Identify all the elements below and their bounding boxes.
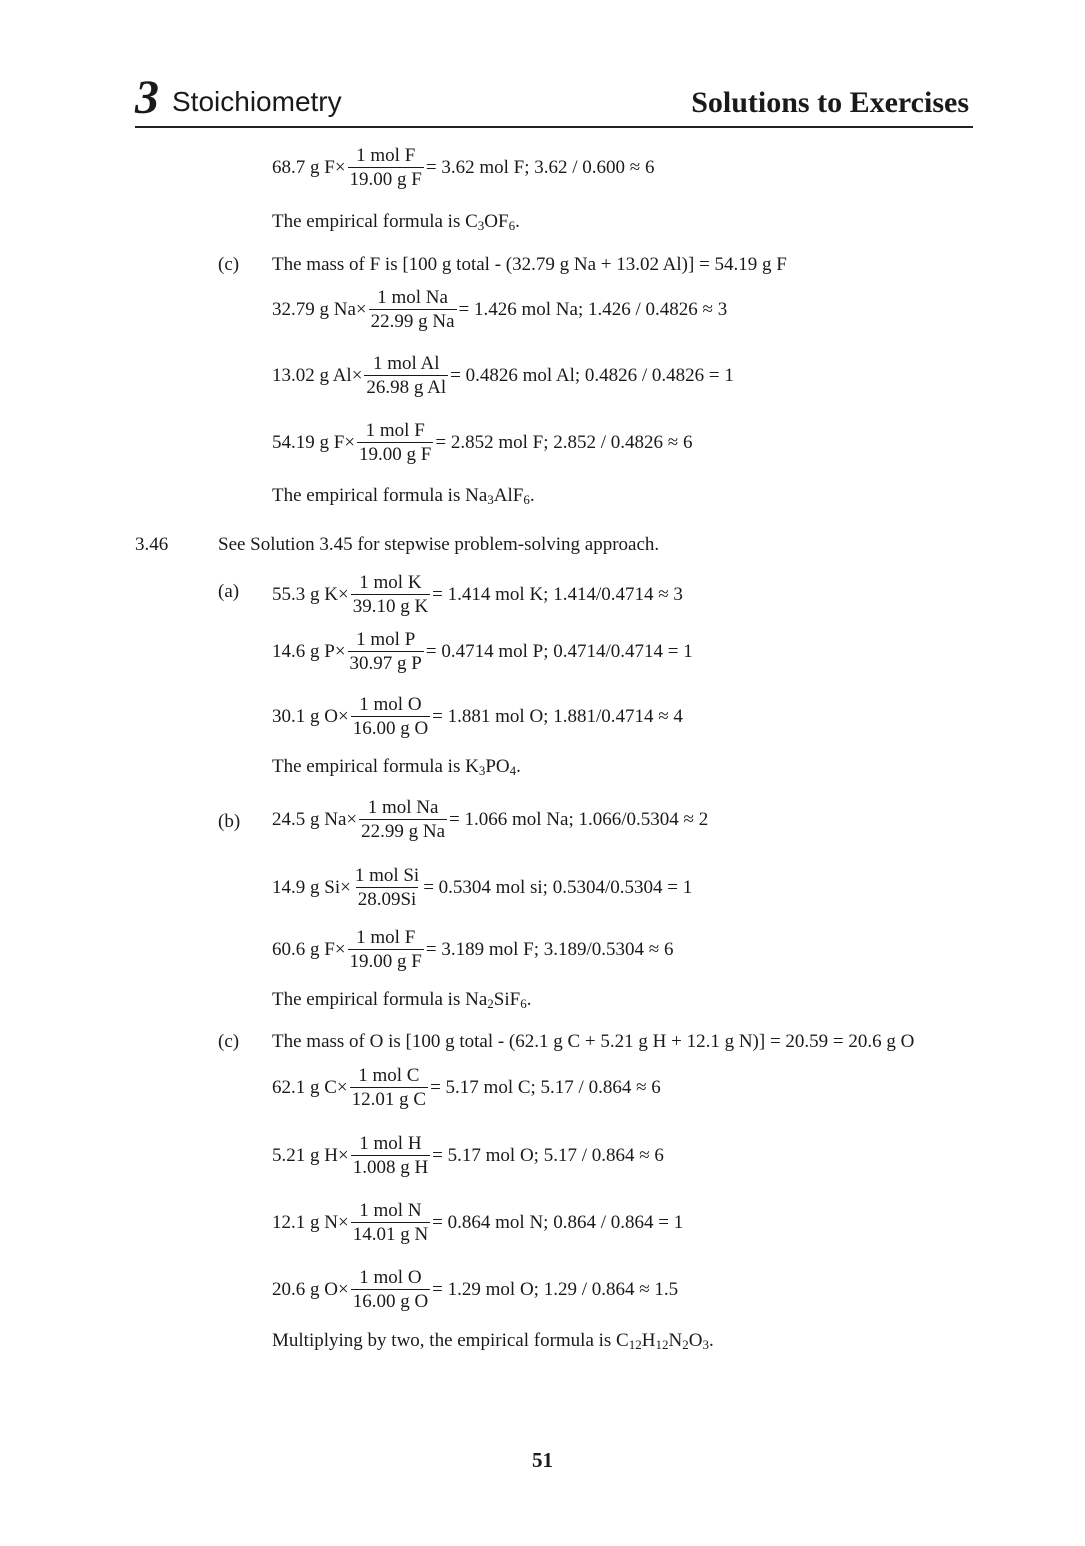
subscript: 3 xyxy=(478,763,486,778)
conversion-fraction xyxy=(353,866,421,909)
equation-right: = 3.189 mol F; 3.189/0.5304 ≈ 6 xyxy=(425,939,674,960)
equation-fluorine-moles xyxy=(272,146,654,189)
formula-element: H xyxy=(641,1330,656,1351)
conversion-fraction xyxy=(351,1134,430,1177)
chapter-number: 3 xyxy=(135,71,159,124)
equation-right: = 0.864 mol N; 0.864 / 0.864 = 1 xyxy=(432,1212,684,1233)
conversion-fraction xyxy=(348,928,424,971)
empirical-formula-line xyxy=(272,1331,714,1350)
fraction-numerator: 1 mol P xyxy=(356,629,416,650)
fraction-denominator: 28.09Si xyxy=(357,889,417,910)
fraction-denominator: 22.99 g Na xyxy=(370,311,455,332)
fraction-numerator: 1 mol C xyxy=(358,1065,420,1086)
equation-phosphorus-moles xyxy=(272,630,693,673)
conversion-fraction xyxy=(348,630,424,673)
chapter-title: Stoichiometry xyxy=(172,86,342,117)
equation-left: 68.7 g F× xyxy=(272,157,346,178)
conversion-fraction xyxy=(351,1268,430,1311)
equation-oxygen-moles xyxy=(272,695,683,738)
conversion-fraction xyxy=(364,354,448,397)
empirical-formula-line xyxy=(272,757,521,776)
subscript: 3 xyxy=(487,492,494,507)
empirical-formula-line xyxy=(272,990,531,1009)
equation-left: 30.1 g O× xyxy=(272,706,349,727)
equation-right: = 0.4714 mol P; 0.4714/0.4714 = 1 xyxy=(425,641,693,662)
subscript: 2 xyxy=(487,996,494,1011)
mass-statement: The mass of F is [100 g total - (32.79 g Na + 13.02 Al)] = 54.19 g F xyxy=(272,254,787,275)
fraction-numerator: 1 mol F xyxy=(365,420,425,441)
fraction-numerator: 1 mol K xyxy=(359,572,422,593)
formula-element: AlF xyxy=(493,485,524,506)
equation-silicon-moles xyxy=(272,866,692,909)
equation-fluorine-moles-b xyxy=(272,928,673,971)
equation-right: = 3.62 mol F; 3.62 / 0.600 ≈ 6 xyxy=(425,157,655,178)
conversion-fraction xyxy=(350,1066,428,1109)
conversion-fraction xyxy=(369,288,457,331)
part-label-b: (b) xyxy=(218,811,241,832)
equation-left: 54.19 g F× xyxy=(272,432,356,453)
part-label-c: (c) xyxy=(218,1031,240,1052)
fraction-denominator: 26.98 g Al xyxy=(366,377,447,398)
mass-statement: The mass of O is [100 g total - (62.1 g C + 5.21 g H + 12.1 g N)] = 20.59 = 20.6 g O xyxy=(272,1031,915,1052)
fraction-denominator: 12.01 g C xyxy=(351,1089,427,1110)
conversion-fraction xyxy=(351,695,430,738)
equation-hydrogen-moles xyxy=(272,1134,664,1177)
fraction-denominator: 19.00 g F xyxy=(359,444,432,465)
equation-right: = 5.17 mol C; 5.17 / 0.864 ≈ 6 xyxy=(430,1077,661,1098)
formula-element: N xyxy=(668,1330,683,1351)
fraction-denominator: 1.008 g H xyxy=(352,1157,429,1178)
equation-left: 62.1 g C× xyxy=(272,1077,348,1098)
part-label-c: (c) xyxy=(218,254,240,275)
period: . xyxy=(708,1330,714,1351)
formula-element: O xyxy=(688,1330,703,1351)
fraction-numerator: 1 mol Al xyxy=(373,353,440,374)
equation-left: 5.21 g H× xyxy=(272,1145,349,1166)
equation-left: 55.3 g K× xyxy=(272,584,349,605)
period: . xyxy=(515,211,520,232)
empirical-formula-line xyxy=(272,486,535,505)
equation-right: = 2.852 mol F; 2.852 / 0.4826 ≈ 6 xyxy=(435,432,693,453)
subscript: 6 xyxy=(508,218,516,233)
equation-sodium-moles-b xyxy=(272,798,708,841)
subscript: 12 xyxy=(655,1337,669,1352)
equation-potassium-moles xyxy=(272,573,683,616)
formula-element: OF xyxy=(484,211,509,232)
period: . xyxy=(516,756,521,777)
equation-left: 60.6 g F× xyxy=(272,939,346,960)
fraction-numerator: 1 mol N xyxy=(359,1200,422,1221)
empirical-formula-line xyxy=(272,212,520,231)
fraction-denominator: 22.99 g Na xyxy=(361,821,446,842)
equation-left: 12.1 g N× xyxy=(272,1212,349,1233)
conversion-fraction xyxy=(348,146,424,189)
fraction-denominator: 30.97 g P xyxy=(349,653,422,674)
fraction-denominator: 16.00 g O xyxy=(352,718,429,739)
subscript: 3 xyxy=(477,218,485,233)
formula-element: SiF xyxy=(493,989,521,1010)
equation-oxygen-moles-c xyxy=(272,1268,678,1311)
equation-left: 32.79 g Na× xyxy=(272,299,367,320)
equation-right: = 1.414 mol K; 1.414/0.4714 ≈ 3 xyxy=(432,584,683,605)
equation-right: = 1.426 mol Na; 1.426 / 0.4826 ≈ 3 xyxy=(458,299,728,320)
page-number: 51 xyxy=(532,1448,553,1472)
period: . xyxy=(529,485,535,506)
fraction-denominator: 16.00 g O xyxy=(352,1291,429,1312)
subscript: 3 xyxy=(702,1337,709,1352)
subscript: 12 xyxy=(628,1337,642,1352)
subscript: 6 xyxy=(520,996,527,1011)
equation-carbon-moles xyxy=(272,1066,661,1109)
equation-left: 13.02 g Al× xyxy=(272,365,363,386)
formula-text: Multiplying by two, the empirical formula is C xyxy=(272,1330,629,1351)
equation-aluminum-moles xyxy=(272,354,734,397)
formula-element: PO xyxy=(485,756,510,777)
fraction-denominator: 19.00 g F xyxy=(349,951,422,972)
equation-right: = 1.881 mol O; 1.881/0.4714 ≈ 4 xyxy=(432,706,683,727)
equation-right: = 1.066 mol Na; 1.066/0.5304 ≈ 2 xyxy=(449,809,709,830)
period: . xyxy=(526,989,532,1010)
equation-left: 24.5 g Na× xyxy=(272,809,358,830)
fraction-numerator: 1 mol H xyxy=(359,1133,422,1154)
formula-text: The empirical formula is Na xyxy=(272,989,488,1010)
equation-nitrogen-moles xyxy=(272,1201,683,1244)
section-title: Solutions to Exercises xyxy=(691,86,969,119)
conversion-fraction xyxy=(351,573,430,616)
conversion-fraction xyxy=(351,1201,430,1244)
equation-fluorine-moles-c xyxy=(272,421,692,464)
header-rule xyxy=(135,126,973,128)
equation-sodium-moles xyxy=(272,288,727,331)
fraction-numerator: 1 mol Na xyxy=(377,287,448,308)
fraction-numerator: 1 mol F xyxy=(356,145,416,166)
subscript: 4 xyxy=(509,763,517,778)
subscript: 6 xyxy=(523,492,530,507)
equation-left: 14.6 g P× xyxy=(272,641,346,662)
conversion-fraction xyxy=(359,798,447,841)
equation-right: = 5.17 mol O; 5.17 / 0.864 ≈ 6 xyxy=(432,1145,664,1166)
fraction-denominator: 39.10 g K xyxy=(352,596,429,617)
equation-right: = 0.5304 mol si; 0.5304/0.5304 = 1 xyxy=(423,877,693,898)
formula-text: The empirical formula is Na xyxy=(272,485,488,506)
part-label-a: (a) xyxy=(218,581,240,602)
fraction-numerator: 1 mol Si xyxy=(354,865,420,886)
fraction-numerator: 1 mol Na xyxy=(367,797,439,818)
equation-left: 14.9 g Si× xyxy=(272,877,351,898)
conversion-fraction xyxy=(357,421,433,464)
equation-right: = 0.4826 mol Al; 0.4826 / 0.4826 = 1 xyxy=(450,365,734,386)
subscript: 2 xyxy=(682,1337,689,1352)
formula-text: The empirical formula is K xyxy=(272,756,479,777)
fraction-numerator: 1 mol O xyxy=(359,1267,422,1288)
fraction-denominator: 14.01 g N xyxy=(352,1224,429,1245)
equation-right: = 1.29 mol O; 1.29 / 0.864 ≈ 1.5 xyxy=(432,1279,679,1300)
equation-left: 20.6 g O× xyxy=(272,1279,349,1300)
problem-number: 3.46 xyxy=(135,534,169,555)
fraction-numerator: 1 mol F xyxy=(356,927,416,948)
problem-intro: See Solution 3.45 for stepwise problem-solving approach. xyxy=(218,534,660,555)
fraction-denominator: 19.00 g F xyxy=(349,169,422,190)
formula-text: The empirical formula is C xyxy=(272,211,478,232)
fraction-numerator: 1 mol O xyxy=(359,694,422,715)
